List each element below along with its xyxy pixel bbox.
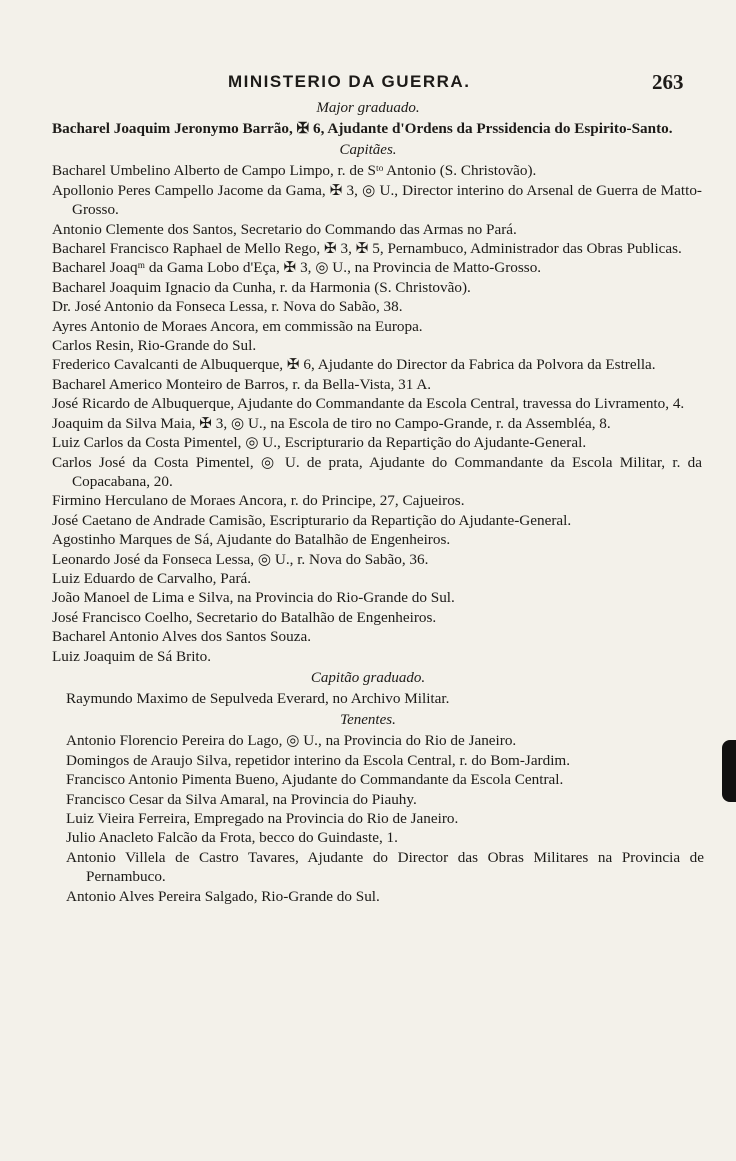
- list-item: Ayres Antonio de Moraes Ancora, em commissão na Europa.: [52, 317, 423, 335]
- section-title-tenentes: Tenentes.: [340, 712, 396, 729]
- page-body: [0, 96, 736, 906]
- list-item: Bacharel Americo Monteiro de Barros, r. da Bella-Vista, 31 A.: [52, 375, 432, 393]
- list-item: Bacharel Antonio Alves dos Santos Souza.: [52, 628, 312, 646]
- section-title-capitao-graduado: Capitão graduado.: [310, 669, 426, 686]
- section-capitaes: [52, 161, 702, 666]
- list-item: Luiz Joaquim de Sá Brito.: [52, 647, 212, 665]
- section-title-major-graduado: Major graduado.: [316, 100, 420, 116]
- list-item: Agostinho Marques de Sá, Ajudante do Batalhão de Engenheiros.: [52, 531, 451, 549]
- list-item: Luiz Carlos da Costa Pimentel, ◎ U., Escripturario da Repartição do Ajudante-General.: [52, 434, 587, 452]
- page-number: 263: [652, 70, 684, 94]
- page-header: [0, 72, 736, 98]
- list-item: José Ricardo de Albuquerque, Ajudante do Commandante da Escola Central, travessa do Livramento, 4.: [52, 395, 685, 413]
- list-item: Raymundo Maximo de Sepulveda Everard, no Archivo Militar.: [66, 689, 450, 707]
- list-item: Bacharel Joaquim Ignacio da Cunha, r. da Harmonia (S. Christovão).: [52, 278, 471, 296]
- list-item: Bacharel Joaquim Jeronymo Barrão, ✠ 6, Ajudante d'Ordens da Prssidencia do Espirito-Santo.: [52, 120, 673, 137]
- list-item: Bacharel Umbelino Alberto de Campo Limpo, r. de Sᵗᵒ Antonio (S. Christovão).: [52, 162, 537, 180]
- list-item: Antonio Villela de Castro Tavares, Ajudante do Director das Obras Militares na Provincia de Pernambuco.: [66, 848, 704, 886]
- list-item: Francisco Antonio Pimenta Bueno, Ajudante do Commandante da Escola Central.: [66, 771, 564, 789]
- list-item: Firmino Herculano de Moraes Ancora, r. do Principe, 27, Cajueiros.: [52, 492, 465, 510]
- list-item: Julio Anacleto Falcão da Frota, becco do Guindaste, 1.: [66, 829, 398, 847]
- list-item: Dr. José Antonio da Fonseca Lessa, r. Nova do Sabão, 38.: [52, 298, 403, 316]
- section-capitao-graduado: [66, 689, 704, 708]
- running-title: MINISTERIO DA GUERRA.: [228, 72, 471, 91]
- section-tenentes: [66, 731, 704, 906]
- ink-blot: [722, 740, 736, 802]
- list-item: José Francisco Coelho, Secretario do Batalhão de Engenheiros.: [52, 608, 437, 626]
- list-item: Joaquim da Silva Maia, ✠ 3, ◎ U., na Escola de tiro no Campo-Grande, r. da Assembléa, 8.: [52, 414, 611, 432]
- list-item: Carlos Resin, Rio-Grande do Sul.: [52, 337, 257, 355]
- list-item: José Caetano de Andrade Camisão, Escripturario da Repartição do Ajudante-General.: [52, 511, 572, 529]
- list-item: Apollonio Peres Campello Jacome da Gama, ✠ 3, ◎ U., Director interino do Arsenal de Guerra de Matto-Grosso.: [52, 181, 702, 219]
- list-item: Bacharel Joaqᵐ da Gama Lobo d'Eça, ✠ 3, ◎ U., na Provincia de Matto-Grosso.: [52, 259, 542, 277]
- list-item: Antonio Alves Pereira Salgado, Rio-Grande do Sul.: [66, 887, 380, 905]
- section-major-graduado: [52, 119, 702, 138]
- list-item: Antonio Clemente dos Santos, Secretario do Commando das Armas no Pará.: [52, 220, 517, 238]
- list-item: Luiz Vieira Ferreira, Empregado na Provincia do Rio de Janeiro.: [66, 810, 459, 827]
- list-item: Antonio Florencio Pereira do Lago, ◎ U., na Provincia do Rio de Janeiro.: [66, 732, 517, 750]
- list-item: Domingos de Araujo Silva, repetidor interino da Escola Central, r. do Bom-Jardim.: [66, 751, 571, 769]
- section-title-capitaes: Capitães.: [339, 142, 397, 159]
- list-item: Bacharel Francisco Raphael de Mello Rego, ✠ 3, ✠ 5, Pernambuco, Administrador das Obras Publicas.: [52, 240, 682, 258]
- list-item: João Manoel de Lima e Silva, na Provincia do Rio-Grande do Sul.: [52, 589, 455, 607]
- list-item: Carlos José da Costa Pimentel, ◎ U. de prata, Ajudante do Commandante da Escola Militar, r. da Copacabana, 20.: [52, 453, 702, 490]
- list-item: Francisco Cesar da Silva Amaral, na Provincia do Piauhy.: [66, 790, 417, 808]
- list-item: Leonardo José da Fonseca Lessa, ◎ U., r. Nova do Sabão, 36.: [52, 550, 429, 568]
- list-item: Luiz Eduardo de Carvalho, Pará.: [52, 569, 252, 587]
- list-item: Frederico Cavalcanti de Albuquerque, ✠ 6, Ajudante do Director da Fabrica da Polvora da Estrella.: [52, 356, 656, 374]
